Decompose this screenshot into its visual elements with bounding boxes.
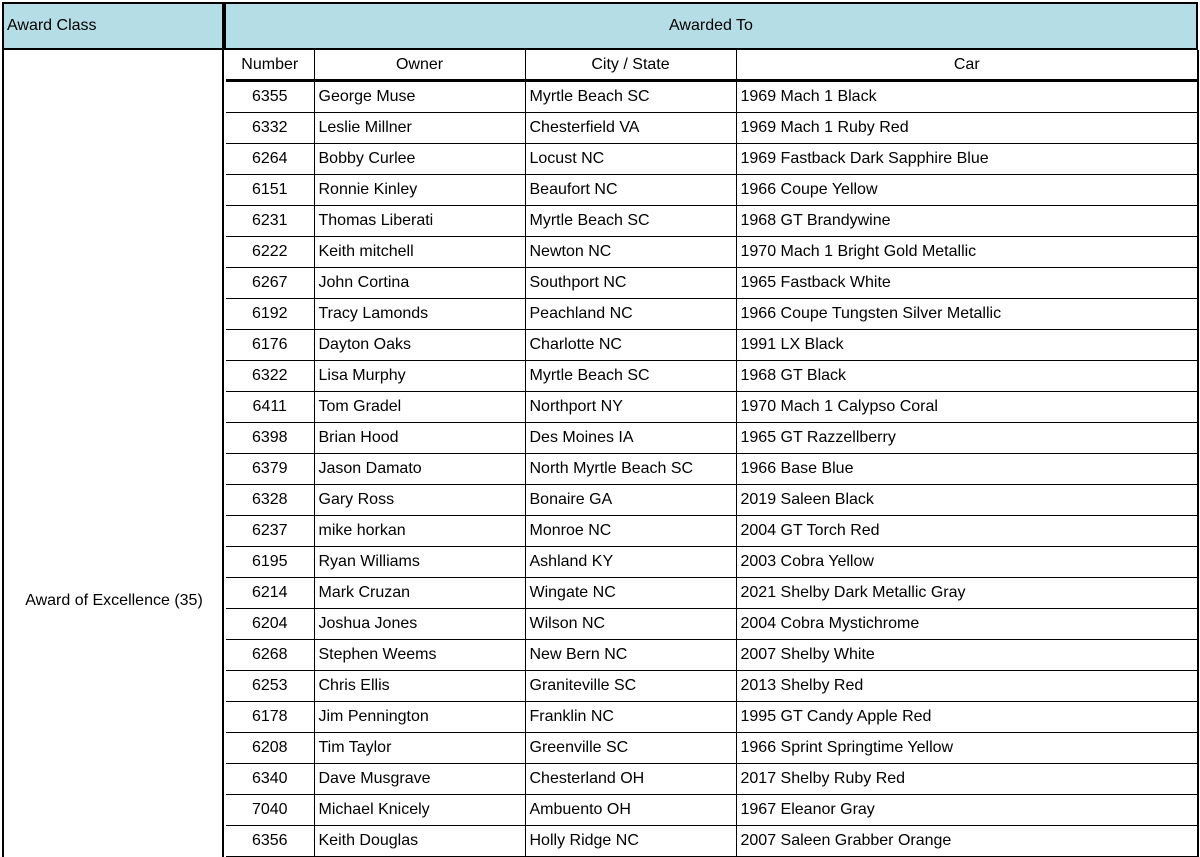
city-state-cell: Wingate NC: [525, 578, 736, 609]
number-cell: 6195: [226, 547, 314, 578]
table-row: [226, 392, 1198, 423]
table-header-row: [226, 50, 1198, 81]
city-state-cell: Chesterland OH: [525, 764, 736, 795]
table-row: [226, 547, 1198, 578]
table-row: [226, 826, 1198, 857]
city-state-cell: Ambuento OH: [525, 795, 736, 826]
number-cell: 6208: [226, 733, 314, 764]
city-state-cell: Beaufort NC: [525, 175, 736, 206]
car-cell: 2019 Saleen Black: [736, 485, 1198, 516]
table-row: [226, 578, 1198, 609]
car-column-header: Car: [736, 50, 1198, 81]
city-state-cell: Graniteville SC: [525, 671, 736, 702]
owner-cell: Lisa Murphy: [314, 361, 525, 392]
table-row: [226, 206, 1198, 237]
number-cell: 6332: [226, 113, 314, 144]
owner-column-header: Owner: [314, 50, 525, 81]
owner-cell: Bobby Curlee: [314, 144, 525, 175]
city-state-cell: New Bern NC: [525, 640, 736, 671]
car-cell: 2004 Cobra Mystichrome: [736, 609, 1198, 640]
owner-cell: Thomas Liberati: [314, 206, 525, 237]
owner-cell: Dayton Oaks: [314, 330, 525, 361]
car-cell: 1995 GT Candy Apple Red: [736, 702, 1198, 733]
table-row: [226, 795, 1198, 826]
owner-cell: Ronnie Kinley: [314, 175, 525, 206]
table-row: [226, 516, 1198, 547]
table-row: [226, 299, 1198, 330]
car-cell: 1969 Fastback Dark Sapphire Blue: [736, 144, 1198, 175]
owner-cell: Stephen Weems: [314, 640, 525, 671]
owner-cell: Tim Taylor: [314, 733, 525, 764]
table-row: [226, 485, 1198, 516]
number-cell: 6222: [226, 237, 314, 268]
car-cell: 2017 Shelby Ruby Red: [736, 764, 1198, 795]
award-class-header: Award Class: [2, 2, 224, 50]
table-row: [226, 640, 1198, 671]
table-row: [226, 113, 1198, 144]
table-row: [226, 330, 1198, 361]
owner-cell: John Cortina: [314, 268, 525, 299]
table-row: [226, 454, 1198, 485]
award-class-label: Award of Excellence (35): [25, 592, 203, 609]
city-state-column-header: City / State: [525, 50, 736, 81]
number-cell: 6268: [226, 640, 314, 671]
owner-cell: Jason Damato: [314, 454, 525, 485]
car-cell: 1991 LX Black: [736, 330, 1198, 361]
number-cell: 6264: [226, 144, 314, 175]
car-cell: 1966 Sprint Springtime Yellow: [736, 733, 1198, 764]
owner-cell: Mark Cruzan: [314, 578, 525, 609]
number-cell: 6328: [226, 485, 314, 516]
car-cell: 1968 GT Brandywine: [736, 206, 1198, 237]
owner-cell: Dave Musgrave: [314, 764, 525, 795]
number-cell: 7040: [226, 795, 314, 826]
table-row: [226, 671, 1198, 702]
car-cell: 1969 Mach 1 Black: [736, 81, 1198, 113]
owner-cell: Joshua Jones: [314, 609, 525, 640]
table-body: [226, 81, 1198, 857]
number-cell: 6356: [226, 826, 314, 857]
city-state-cell: Ashland KY: [525, 547, 736, 578]
owner-cell: Chris Ellis: [314, 671, 525, 702]
owner-cell: Gary Ross: [314, 485, 525, 516]
table-row: [226, 81, 1198, 113]
car-cell: 2013 Shelby Red: [736, 671, 1198, 702]
number-cell: 6253: [226, 671, 314, 702]
number-cell: 6340: [226, 764, 314, 795]
city-state-cell: Locust NC: [525, 144, 736, 175]
car-cell: 2007 Saleen Grabber Orange: [736, 826, 1198, 857]
car-cell: 1965 GT Razzellberry: [736, 423, 1198, 454]
table-row: [226, 702, 1198, 733]
owner-cell: Tom Gradel: [314, 392, 525, 423]
car-cell: 2007 Shelby White: [736, 640, 1198, 671]
number-cell: 6204: [226, 609, 314, 640]
city-state-cell: Greenville SC: [525, 733, 736, 764]
table-row: [226, 423, 1198, 454]
table-row: [226, 237, 1198, 268]
city-state-cell: Charlotte NC: [525, 330, 736, 361]
awarded-to-header: Awarded To: [224, 2, 1198, 50]
car-cell: 1970 Mach 1 Bright Gold Metallic: [736, 237, 1198, 268]
owner-cell: Ryan Williams: [314, 547, 525, 578]
car-cell: 1968 GT Black: [736, 361, 1198, 392]
owner-cell: Keith mitchell: [314, 237, 525, 268]
number-cell: 6214: [226, 578, 314, 609]
car-cell: 1965 Fastback White: [736, 268, 1198, 299]
number-cell: 6151: [226, 175, 314, 206]
car-cell: 1966 Coupe Yellow: [736, 175, 1198, 206]
city-state-cell: Myrtle Beach SC: [525, 81, 736, 113]
table-row: [226, 175, 1198, 206]
table-row: [226, 361, 1198, 392]
award-class-column: [2, 50, 224, 857]
car-cell: 1967 Eleanor Gray: [736, 795, 1198, 826]
car-cell: 1966 Coupe Tungsten Silver Metallic: [736, 299, 1198, 330]
owner-cell: Brian Hood: [314, 423, 525, 454]
number-cell: 6237: [226, 516, 314, 547]
owner-cell: Leslie Millner: [314, 113, 525, 144]
city-state-cell: Myrtle Beach SC: [525, 206, 736, 237]
table-row: [226, 764, 1198, 795]
city-state-cell: Franklin NC: [525, 702, 736, 733]
number-cell: 6192: [226, 299, 314, 330]
owner-cell: mike horkan: [314, 516, 525, 547]
number-cell: 6231: [226, 206, 314, 237]
city-state-cell: Peachland NC: [525, 299, 736, 330]
city-state-cell: North Myrtle Beach SC: [525, 454, 736, 485]
city-state-cell: Southport NC: [525, 268, 736, 299]
owner-cell: George Muse: [314, 81, 525, 113]
city-state-cell: Myrtle Beach SC: [525, 361, 736, 392]
table-row: [226, 733, 1198, 764]
number-cell: 6322: [226, 361, 314, 392]
car-cell: 1966 Base Blue: [736, 454, 1198, 485]
owner-cell: Keith Douglas: [314, 826, 525, 857]
city-state-cell: Northport NY: [525, 392, 736, 423]
car-cell: 1970 Mach 1 Calypso Coral: [736, 392, 1198, 423]
table-row: [226, 268, 1198, 299]
table-row: [226, 609, 1198, 640]
number-cell: 6379: [226, 454, 314, 485]
city-state-cell: Monroe NC: [525, 516, 736, 547]
number-cell: 6267: [226, 268, 314, 299]
city-state-cell: Chesterfield VA: [525, 113, 736, 144]
awards-table: [226, 50, 1199, 857]
number-cell: 6176: [226, 330, 314, 361]
number-cell: 6355: [226, 81, 314, 113]
car-cell: 2003 Cobra Yellow: [736, 547, 1198, 578]
city-state-cell: Des Moines IA: [525, 423, 736, 454]
city-state-cell: Holly Ridge NC: [525, 826, 736, 857]
owner-cell: Michael Knicely: [314, 795, 525, 826]
city-state-cell: Newton NC: [525, 237, 736, 268]
car-cell: 2004 GT Torch Red: [736, 516, 1198, 547]
owner-cell: Jim Pennington: [314, 702, 525, 733]
car-cell: 2021 Shelby Dark Metallic Gray: [736, 578, 1198, 609]
number-cell: 6178: [226, 702, 314, 733]
city-state-cell: Wilson NC: [525, 609, 736, 640]
city-state-cell: Bonaire GA: [525, 485, 736, 516]
table-row: [226, 144, 1198, 175]
owner-cell: Tracy Lamonds: [314, 299, 525, 330]
car-cell: 1969 Mach 1 Ruby Red: [736, 113, 1198, 144]
number-column-header: Number: [226, 50, 314, 81]
number-cell: 6411: [226, 392, 314, 423]
number-cell: 6398: [226, 423, 314, 454]
